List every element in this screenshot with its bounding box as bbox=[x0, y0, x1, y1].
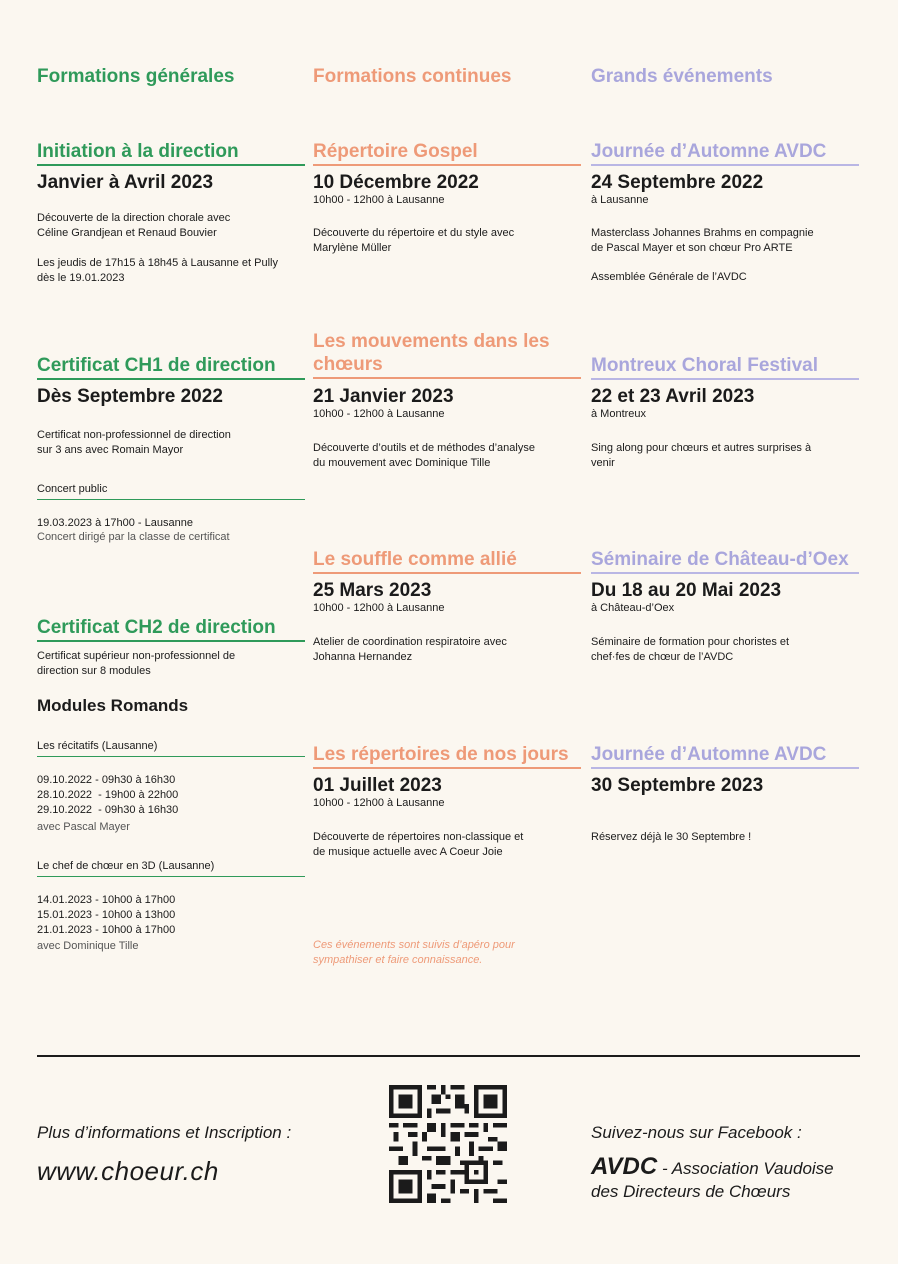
modules-title: Modules Romands bbox=[37, 696, 189, 715]
module1-title: Les récitatifs (Lausanne) bbox=[37, 739, 305, 757]
ch1-concert-subhead: Concert public bbox=[37, 482, 305, 500]
ch1-date: Dès Septembre 2022 bbox=[37, 386, 223, 407]
website-link[interactable]: www.choeur.ch bbox=[37, 1156, 219, 1186]
souffle-date: 25 Mars 2023 bbox=[313, 580, 432, 601]
column-header-generales: Formations générales bbox=[37, 66, 235, 87]
montreux-date: 22 et 23 Avril 2023 bbox=[591, 386, 755, 407]
facebook-org[interactable] bbox=[591, 1153, 834, 1204]
souffle-title: Le souffle comme allié bbox=[313, 548, 581, 574]
automne1-text: Masterclass Johannes Brahms en compagnie de Pascal Mayer et son chœur Pro ARTE bbox=[591, 227, 814, 254]
gospel-time: 10h00 - 12h00 à Lausanne bbox=[313, 194, 445, 206]
gospel-title: Répertoire Gospel bbox=[313, 140, 581, 166]
automne1-title: Journée d’Automne AVDC bbox=[591, 140, 859, 166]
initiation-date: Janvier à Avril 2023 bbox=[37, 172, 214, 193]
module2-title: Le chef de chœur en 3D (Lausanne) bbox=[37, 859, 305, 877]
org-abbr: AVDC bbox=[591, 1153, 658, 1180]
mouvements-text: Découverte d’outils et de méthodes d’analyse du mouvement avec Dominique Tille bbox=[313, 442, 535, 469]
apero-note: Ces événements sont suivis d’apéro pour sympathiser et faire connaissance. bbox=[313, 939, 515, 966]
gospel-date: 10 Décembre 2022 bbox=[313, 172, 479, 193]
ch1-concert-desc: Concert dirigé par la classe de certificat bbox=[37, 531, 230, 543]
module2-dates: 14.01.2023 - 10h00 à 17h00 15.01.2023 - 10h00 à 13h00 21.01.2023 - 10h00 à 17h00 bbox=[37, 894, 176, 936]
module1-dates: 09.10.2022 - 09h30 à 16h30 28.10.2022 - 19h00 à 22h00 29.10.2022 - 09h30 à 16h30 bbox=[37, 774, 179, 816]
module1-with: avec Pascal Mayer bbox=[37, 821, 130, 833]
repertoires-title: Les répertoires de nos jours bbox=[313, 743, 581, 769]
automne2-title: Journée d’Automne AVDC bbox=[591, 743, 859, 769]
ch2-title: Certificat CH2 de direction bbox=[37, 616, 305, 642]
mouvements-time: 10h00 - 12h00 à Lausanne bbox=[313, 408, 445, 420]
module2-with: avec Dominique Tille bbox=[37, 940, 139, 952]
seminaire-place: à Château-d’Oex bbox=[591, 602, 675, 614]
automne2-text: Réservez déjà le 30 Septembre ! bbox=[591, 831, 752, 843]
montreux-place: à Montreux bbox=[591, 408, 647, 420]
initiation-schedule: Les jeudis de 17h15 à 18h45 à Lausanne et Pully dès le 19.01.2023 bbox=[37, 257, 278, 284]
org-name-line2: des Directeurs de Chœurs bbox=[591, 1182, 791, 1201]
column-header-evenements: Grands événements bbox=[591, 66, 773, 87]
ch2-text: Certificat supérieur non-professionnel de direction sur 8 modules bbox=[37, 650, 236, 677]
souffle-text: Atelier de coordination respiratoire avec Johanna Hernandez bbox=[313, 636, 507, 663]
facebook-label: Suivez-nous sur Facebook : bbox=[591, 1123, 802, 1142]
souffle-time: 10h00 - 12h00 à Lausanne bbox=[313, 602, 445, 614]
initiation-title: Initiation à la direction bbox=[37, 140, 305, 166]
montreux-text: Sing along pour chœurs et autres surprises à venir bbox=[591, 442, 812, 469]
mouvements-title: Les mouvements dans les chœurs bbox=[313, 330, 581, 379]
mouvements-date: 21 Janvier 2023 bbox=[313, 386, 454, 407]
automne2-date: 30 Septembre 2023 bbox=[591, 775, 764, 796]
org-name-line1: - Association Vaudoise bbox=[657, 1159, 834, 1178]
repertoires-time: 10h00 - 12h00 à Lausanne bbox=[313, 797, 445, 809]
seminaire-title: Séminaire de Château-d’Oex bbox=[591, 548, 859, 574]
initiation-text: Découverte de la direction chorale avec Céline Grandjean et Renaud Bouvier bbox=[37, 212, 231, 239]
montreux-title: Montreux Choral Festival bbox=[591, 354, 859, 380]
repertoires-date: 01 Juillet 2023 bbox=[313, 775, 442, 796]
gospel-text: Découverte du répertoire et du style avec Marylène Müller bbox=[313, 227, 515, 254]
ch1-concert-date: 19.03.2023 à 17h00 - Lausanne bbox=[37, 517, 193, 529]
automne1-assembly: Assemblée Générale de l’AVDC bbox=[591, 271, 747, 283]
automne1-date: 24 Septembre 2022 bbox=[591, 172, 764, 193]
info-label: Plus d’informations et Inscription : bbox=[37, 1123, 292, 1142]
automne1-place: à Lausanne bbox=[591, 194, 649, 206]
qr-code-icon[interactable] bbox=[388, 1085, 508, 1203]
ch1-title: Certificat CH1 de direction bbox=[37, 354, 305, 380]
ch1-text: Certificat non-professionnel de direction sur 3 ans avec Romain Mayor bbox=[37, 429, 231, 456]
seminaire-text: Séminaire de formation pour choristes et chef·fes de chœur de l’AVDC bbox=[591, 636, 790, 663]
footer-divider bbox=[37, 1055, 860, 1057]
repertoires-text: Découverte de répertoires non-classique et de musique actuelle avec A Coeur Joie bbox=[313, 831, 524, 858]
column-header-continues: Formations continues bbox=[313, 66, 512, 87]
seminaire-date: Du 18 au 20 Mai 2023 bbox=[591, 580, 782, 601]
